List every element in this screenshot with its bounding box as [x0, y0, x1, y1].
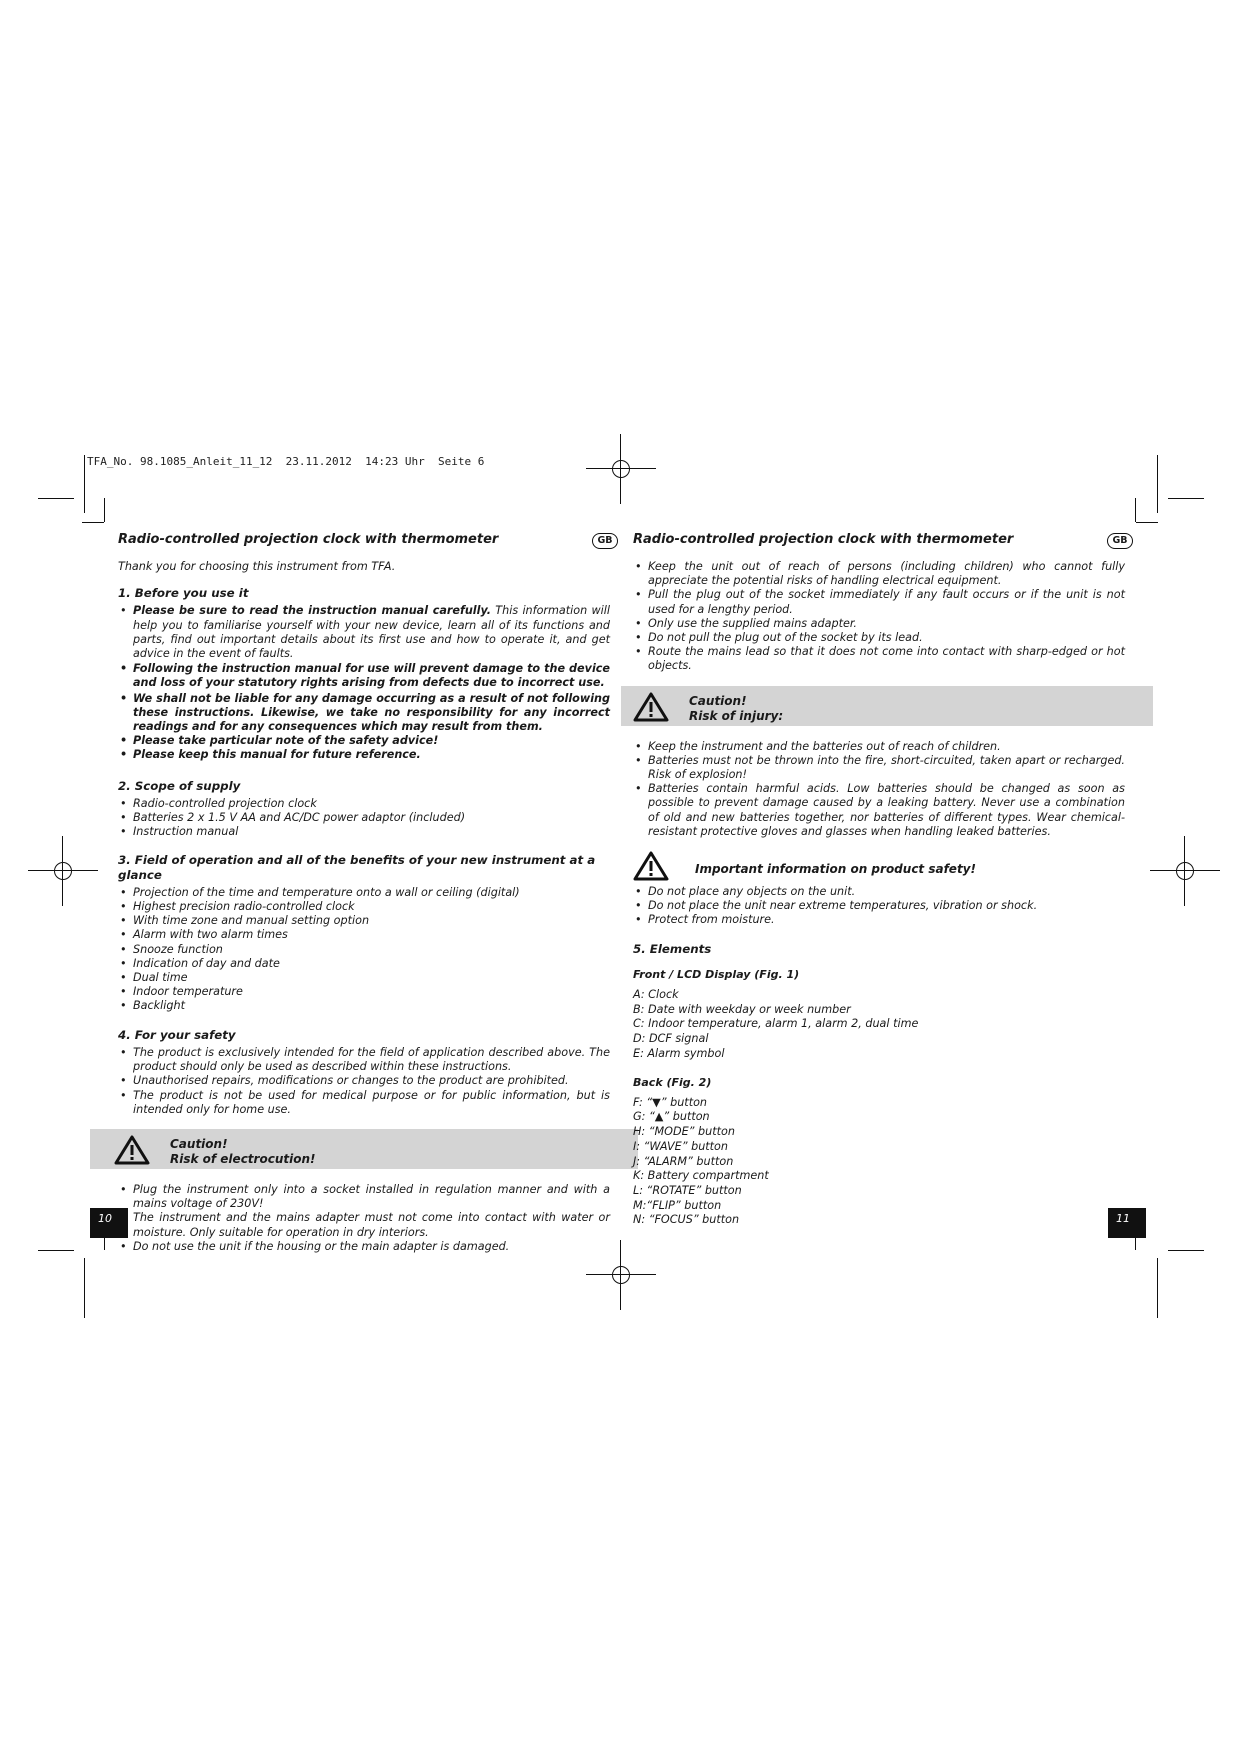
page-title: Radio-controlled projection clock with thermometer [633, 532, 1014, 547]
section-heading: 4. For your safety [118, 1027, 236, 1042]
page-header [633, 530, 1128, 552]
list-item: • Keep the unit out of reach of persons (including children) who cannot fully appreciate the potential risks of handling electrical equipment. [633, 560, 1125, 588]
element-item: H: “MODE” button [633, 1125, 735, 1139]
right-page [633, 530, 1128, 1228]
crop-mark [1136, 522, 1158, 523]
warning-title: Caution! [170, 1136, 228, 1151]
emphasis-text: Please be sure to read the instruction manual carefully. [133, 604, 491, 618]
list-item: • Route the mains lead so that it does not come into contact with sharp-edged or hot objects. [633, 645, 1125, 673]
list-item [118, 604, 610, 661]
list-item: • Dual time [118, 971, 610, 985]
body-text: This information will help you to familiarise yourself with your new device, learn all of its functions and parts, find out important details about its first use and how to operate it, and get advice in the event of faults. [133, 604, 610, 661]
list-item: • Protect from moisture. [633, 913, 1125, 927]
element-item: L: “ROTATE” button [633, 1184, 742, 1197]
page-number: 10 [90, 1208, 128, 1238]
list-item: • Please keep this manual for future reference. [118, 748, 610, 762]
crop-mark [1157, 1258, 1158, 1318]
list-item: • Do not use the unit if the housing or the main adapter is damaged. [118, 1240, 610, 1254]
front-elements-list [633, 988, 1125, 1062]
element-item: F: “▼” button [633, 1095, 708, 1109]
notice-heading: Important information on product safety! [695, 862, 976, 877]
list-item: • Do not pull the plug out of the socket by its lead. [633, 631, 1125, 645]
list-item: • Alarm with two alarm times [118, 928, 610, 942]
element-item: G: “▲” button [633, 1110, 710, 1124]
crop-mark [1157, 455, 1158, 513]
supply-list [118, 797, 610, 840]
element-item: M:“FLIP” button [633, 1198, 722, 1212]
list-item: • Keep the instrument and the batteries out of reach of children. [633, 740, 1125, 754]
page-header [118, 530, 613, 552]
warning-triangle-icon [633, 692, 669, 722]
section-heading: 2. Scope of supply [118, 778, 241, 793]
list-item: • Following the instruction manual for use will prevent damage to the device and loss of your statutory rights arising from defects due to incorrect use. [118, 662, 610, 690]
element-item: J: “ALARM” button [633, 1154, 734, 1168]
section-heading: 1. Before you use it [118, 586, 249, 601]
intro-text: Thank you for choosing this instrument from TFA. [118, 560, 396, 573]
electrical-safety-list [118, 1183, 610, 1254]
list-item: • Batteries 2 x 1.5 V AA and AC/DC power adaptor (included) [118, 811, 610, 825]
before-use-list [118, 604, 610, 762]
warning-triangle-icon [633, 851, 669, 881]
element-item: K: Battery compartment [633, 1169, 769, 1183]
list-item: • Instruction manual [118, 825, 610, 839]
list-item: • Unauthorised repairs, modifications or changes to the product are prohibited. [118, 1074, 610, 1088]
list-item: • We shall not be liable for any damage occurring as a result of not following these instructions. Likewise, we take no responsibility for any incorrect readings and for any consequences which may result from them. [118, 692, 610, 735]
crop-mark [84, 455, 85, 513]
list-item: • Projection of the time and temperature onto a wall or ceiling (digital) [118, 886, 610, 900]
warning-subtitle: Risk of injury: [689, 708, 784, 723]
list-item: • With time zone and manual setting option [118, 914, 610, 928]
crop-mark [1168, 498, 1204, 499]
language-badge: GB [1107, 533, 1133, 549]
list-item: • The instrument and the mains adapter must not come into contact with water or moisture. Only suitable for operation in dry interiors. [118, 1211, 610, 1239]
crop-mark [1168, 1250, 1204, 1251]
registration-mark-top [586, 452, 656, 486]
list-item: • The product is not be used for medical purpose or for public information, but is intended only for home use. [118, 1089, 610, 1117]
battery-safety-list [633, 740, 1125, 839]
element-item: N: “FOCUS” button [633, 1213, 740, 1227]
crop-mark [38, 498, 74, 499]
warning-injury [621, 686, 1153, 726]
list-item: • Snooze function [118, 943, 610, 957]
warning-subtitle: Risk of electrocution! [170, 1151, 316, 1166]
crop-mark [1135, 498, 1136, 522]
left-page [118, 530, 613, 1254]
registration-mark-left [46, 836, 80, 906]
product-safety-notice [633, 849, 1125, 883]
crop-mark [82, 522, 104, 523]
element-item: D: DCF signal [633, 1032, 709, 1046]
crop-mark [104, 1236, 105, 1250]
element-item: I: “WAVE” button [633, 1139, 728, 1153]
product-safety-list [633, 885, 1125, 928]
safety-list [633, 560, 1125, 674]
section-heading: 5. Elements [633, 941, 712, 956]
crop-mark [84, 1258, 85, 1318]
list-item: • Only use the supplied mains adapter. [633, 617, 1125, 631]
subsection-heading: Front / LCD Display (Fig. 1) [633, 967, 800, 981]
list-item: • Batteries must not be thrown into the fire, short-circuited, taken apart or recharged. Risk of explosion! [633, 754, 1125, 782]
list-item: • Batteries contain harmful acids. Low batteries should be changed as soon as possible to prevent damage caused by a leaking battery. Never use a combination of old and new batteries together, nor batteries of different types. Wear chemical-resistant protective gloves and glasses when handling leaked batteries. [633, 782, 1125, 839]
list-item: • Pull the plug out of the socket immediately if any fault occurs or if the unit is not used for a lengthy period. [633, 588, 1125, 616]
list-item: • Radio-controlled projection clock [118, 797, 610, 811]
list-item: • Backlight [118, 999, 610, 1013]
subsection-heading: Back (Fig. 2) [633, 1075, 712, 1089]
list-item: • Plug the instrument only into a socket installed in regulation manner and with a mains voltage of 230V! [118, 1183, 610, 1211]
print-header: TFA_No. 98.1085_Anleit_11_12 23.11.2012 14:23 Uhr Seite 6 [87, 455, 485, 468]
list-item: • Indication of day and date [118, 957, 610, 971]
list-item: • Please take particular note of the safety advice! [118, 734, 610, 748]
page-number: 11 [1108, 1208, 1146, 1238]
crop-mark [38, 1250, 74, 1251]
list-item: • The product is exclusively intended for the field of application described above. The product should only be used as described within these instructions. [118, 1046, 610, 1074]
element-item: B: Date with weekday or week number [633, 1002, 851, 1016]
crop-mark [1135, 1236, 1136, 1250]
safety-list [118, 1046, 610, 1117]
list-item: • Do not place the unit near extreme temperatures, vibration or shock. [633, 899, 1125, 913]
list-item: • Do not place any objects on the unit. [633, 885, 1125, 899]
page-title: Radio-controlled projection clock with thermometer [118, 532, 499, 547]
warning-electrocution [90, 1129, 638, 1169]
list-item: • Indoor temperature [118, 985, 610, 999]
element-item: E: Alarm symbol [633, 1046, 725, 1060]
registration-mark-bottom [586, 1258, 656, 1292]
language-badge: GB [592, 533, 618, 549]
warning-triangle-icon [114, 1135, 150, 1165]
back-elements-list [633, 1096, 1125, 1228]
features-list [118, 886, 610, 1014]
section-heading: 3. Field of operation and all of the benefits of your new instrument at a glance [118, 853, 596, 882]
warning-title: Caution! [689, 693, 747, 708]
registration-mark-right [1168, 836, 1202, 906]
element-item: A: Clock [633, 988, 679, 1002]
element-item: C: Indoor temperature, alarm 1, alarm 2, dual time [633, 1017, 919, 1031]
list-item: • Highest precision radio-controlled clock [118, 900, 610, 914]
crop-mark [104, 498, 105, 522]
